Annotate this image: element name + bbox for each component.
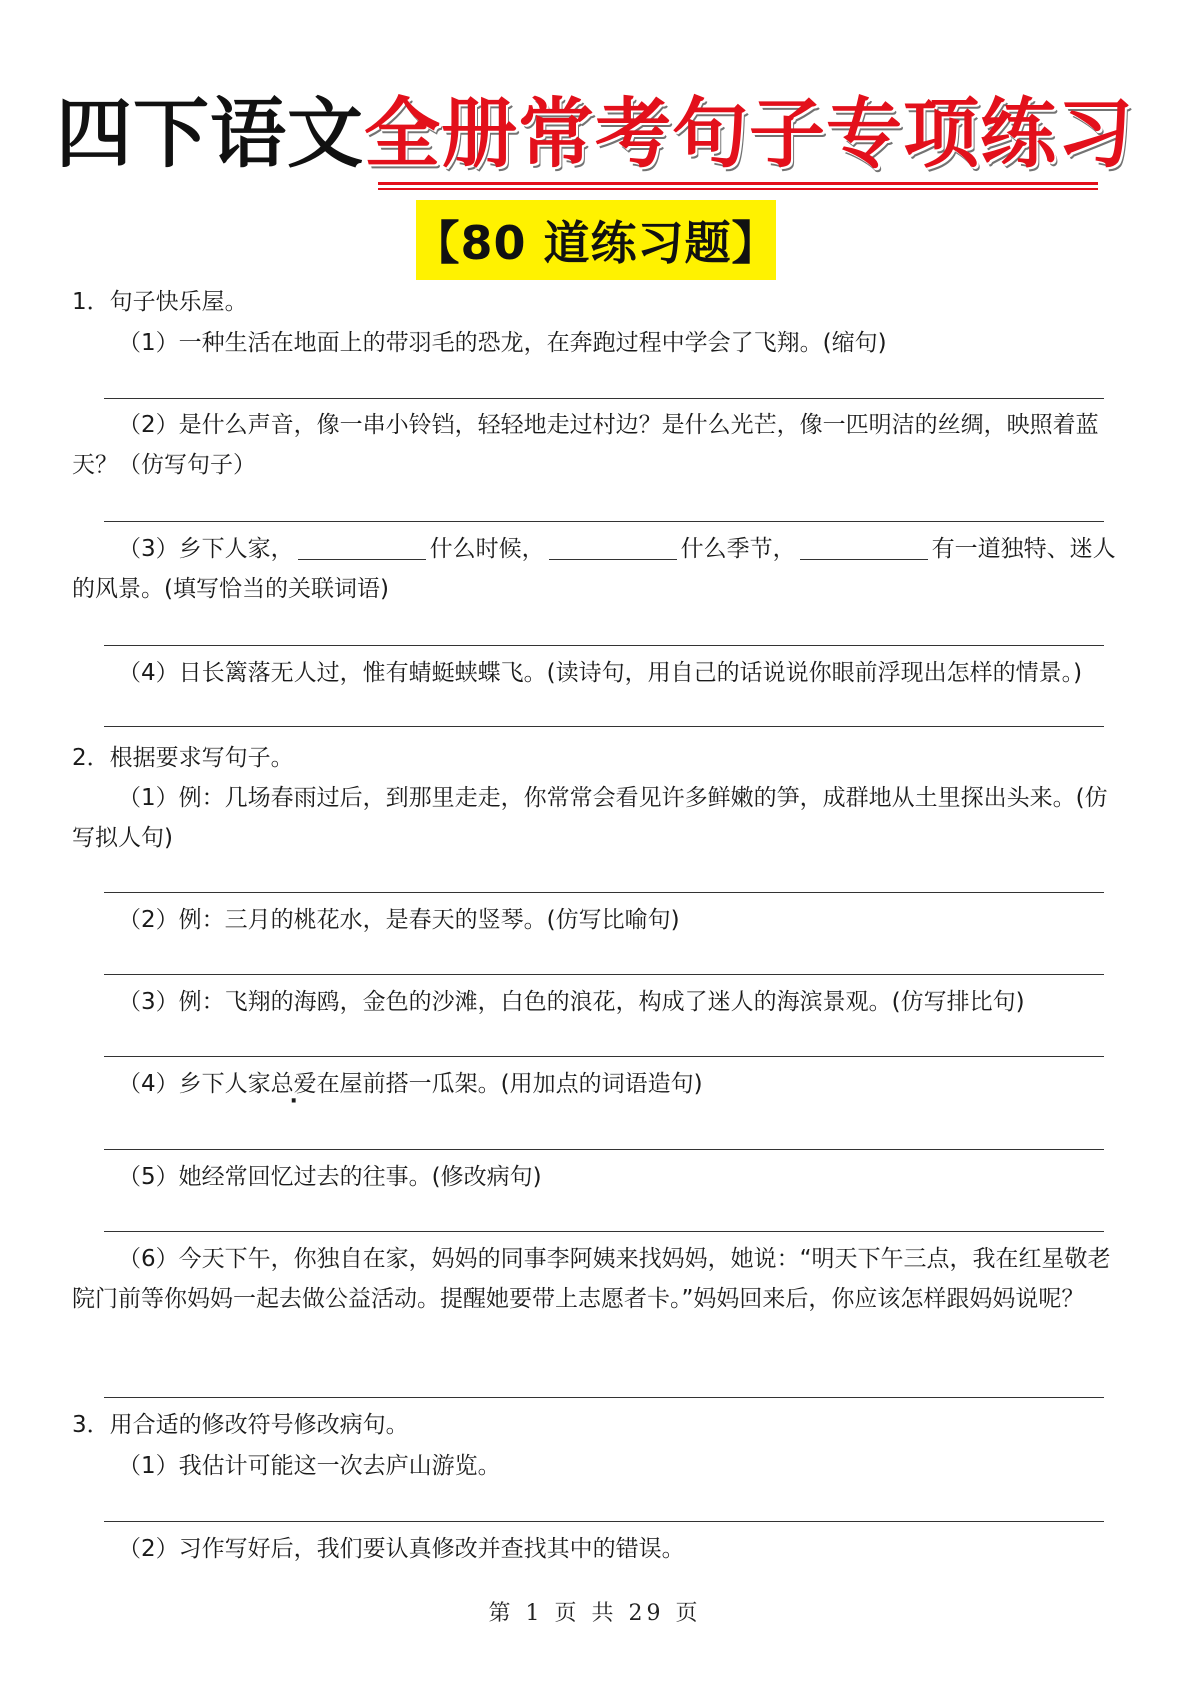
fill-blank-3[interactable]: [800, 535, 928, 560]
question-1-item-3: [72, 529, 1122, 609]
question-2-item-3: （3）例：飞翔的海鸥，金色的沙滩，白色的浪花，构成了迷人的海滨景观。(仿写排比句): [118, 989, 1025, 1015]
item-3-part-1: 什么时候，: [429, 536, 545, 562]
answer-line[interactable]: [104, 1056, 1104, 1057]
subtitle-badge: 【80 道练习题】: [416, 200, 776, 280]
question-2-item-6: （6）今天下午，你独自在家，妈妈的同事李阿姨来找妈妈，她说：“明天下午三点，我在红星敬老院门前等你妈妈一起去做公益活动。提醒她要带上志愿者卡。”妈妈回来后，你应该怎样跟妈妈说呢？: [72, 1246, 1111, 1312]
answer-line[interactable]: [104, 1149, 1104, 1150]
dotted-word: 总爱: [270, 1071, 317, 1097]
question-3-heading: 3．用合适的修改符号修改病句。: [72, 1412, 409, 1438]
answer-line[interactable]: [104, 645, 1104, 646]
question-2-item-4: [118, 1064, 703, 1104]
answer-line[interactable]: [104, 521, 1104, 522]
answer-line[interactable]: [104, 1521, 1104, 1522]
item-4-prefix: （4）乡下人家: [118, 1071, 271, 1097]
title-red-part: 全册常考句子专项练习: [364, 89, 1134, 178]
question-2-item-1: （1）例：几场春雨过后，到那里走走，你常常会看见许多鲜嫩的笋，成群地从土里探出头来。(仿写拟人句): [72, 785, 1108, 851]
fill-blank-2[interactable]: [549, 535, 677, 560]
question-1-item-1: （1）一种生活在地面上的带羽毛的恐龙，在奔跑过程中学会了飞翔。(缩句): [118, 330, 887, 356]
answer-line[interactable]: [104, 726, 1104, 727]
answer-line[interactable]: [104, 892, 1104, 893]
title-black-part: 四下语文: [56, 89, 364, 178]
question-1-item-2: （2）是什么声音，像一串小铃铛，轻轻地走过村边？是什么光芒，像一匹明洁的丝绸，映照着蓝天？（仿写句子）: [72, 412, 1099, 478]
answer-line[interactable]: [104, 974, 1104, 975]
fill-blank-1[interactable]: [298, 535, 426, 560]
item-3-prefix: （3）乡下人家，: [118, 536, 294, 562]
answer-line[interactable]: [104, 1231, 1104, 1232]
item-3-part-2: 什么季节，: [680, 536, 796, 562]
answer-line[interactable]: [104, 398, 1104, 399]
question-3-item-2: （2）习作写好后，我们要认真修改并查找其中的错误。: [118, 1536, 685, 1562]
question-1-item-4: （4）日长篱落无人过，惟有蜻蜓蛱蝶飞。(读诗句，用自己的话说说你眼前浮现出怎样的情景。): [118, 660, 1083, 686]
question-2-item-2: （2）例：三月的桃花水，是春天的竖琴。(仿写比喻句): [118, 907, 680, 933]
question-2-heading: 2．根据要求写句子。: [72, 745, 294, 771]
question-2-item-5: （5）她经常回忆过去的往事。(修改病句): [118, 1164, 542, 1190]
question-1-heading: 1．句子快乐屋。: [72, 289, 248, 315]
page-title: [0, 89, 1190, 178]
title-underline: [378, 182, 1098, 185]
question-3-item-1: （1）我估计可能这一次去庐山游览。: [118, 1453, 501, 1479]
item-3-part-3: 有一道独特、迷人的风景。(填写恰当的关联词语): [72, 536, 1116, 602]
answer-line[interactable]: [104, 1397, 1104, 1398]
item-4-suffix: 在屋前搭一瓜架。(用加点的词语造句): [316, 1071, 703, 1097]
page-footer: 第 1 页 共 29 页: [488, 1601, 702, 1626]
title-underline-thin: [378, 188, 1098, 190]
